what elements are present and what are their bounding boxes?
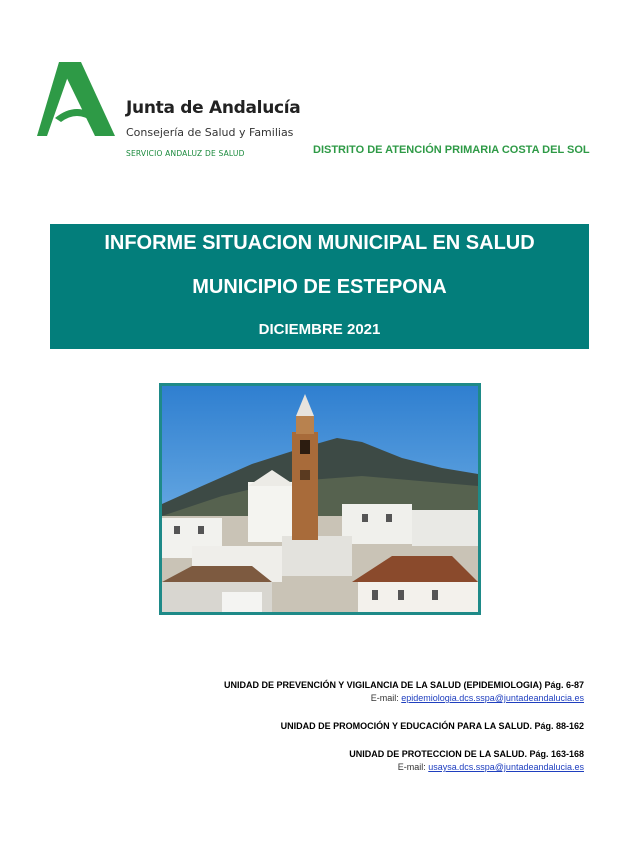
org-service: SERVICIO ANDALUZ DE SALUD (126, 149, 245, 158)
unit-proteccion (349, 749, 584, 772)
municipality-name: MUNICIPIO DE ESTEPONA (192, 276, 447, 298)
email-label: E-mail: (397, 762, 429, 772)
org-name: Junta de Andalucía (126, 98, 301, 118)
unit-title: UNIDAD DE PROMOCIÓN Y EDUCACIÓN PARA LA SALUD. Pág. 88-162 (280, 721, 584, 731)
unit-title: UNIDAD DE PROTECCION DE LA SALUD. Pág. 163-168 (349, 749, 584, 759)
junta-andalucia-logo-icon (37, 62, 115, 138)
unit-email-line (224, 693, 584, 703)
district-name: DISTRITO DE ATENCIÓN PRIMARIA COSTA DEL SOL (313, 144, 590, 156)
email-link[interactable]: epidemiologia.dcs.sspa@juntadeandalucia.es (401, 693, 584, 703)
unit-epidemiologia (224, 680, 584, 703)
unit-email-line (349, 762, 584, 772)
estepona-town-photo-icon (159, 383, 481, 615)
report-title: INFORME SITUACION MUNICIPAL EN SALUD (104, 232, 535, 254)
org-subtitle: Consejería de Salud y Familias (126, 126, 294, 139)
email-label: E-mail: (370, 693, 402, 703)
report-date: DICIEMBRE 2021 (258, 321, 381, 338)
title-banner (50, 224, 589, 349)
unit-promocion (281, 721, 584, 731)
unit-title: UNIDAD DE PREVENCIÓN Y VIGILANCIA DE LA SALUD (EPIDEMIOLOGIA) Pág. 6-87 (223, 680, 584, 690)
email-link[interactable]: usaysa.dcs.sspa@juntadeandalucia.es (428, 762, 584, 772)
